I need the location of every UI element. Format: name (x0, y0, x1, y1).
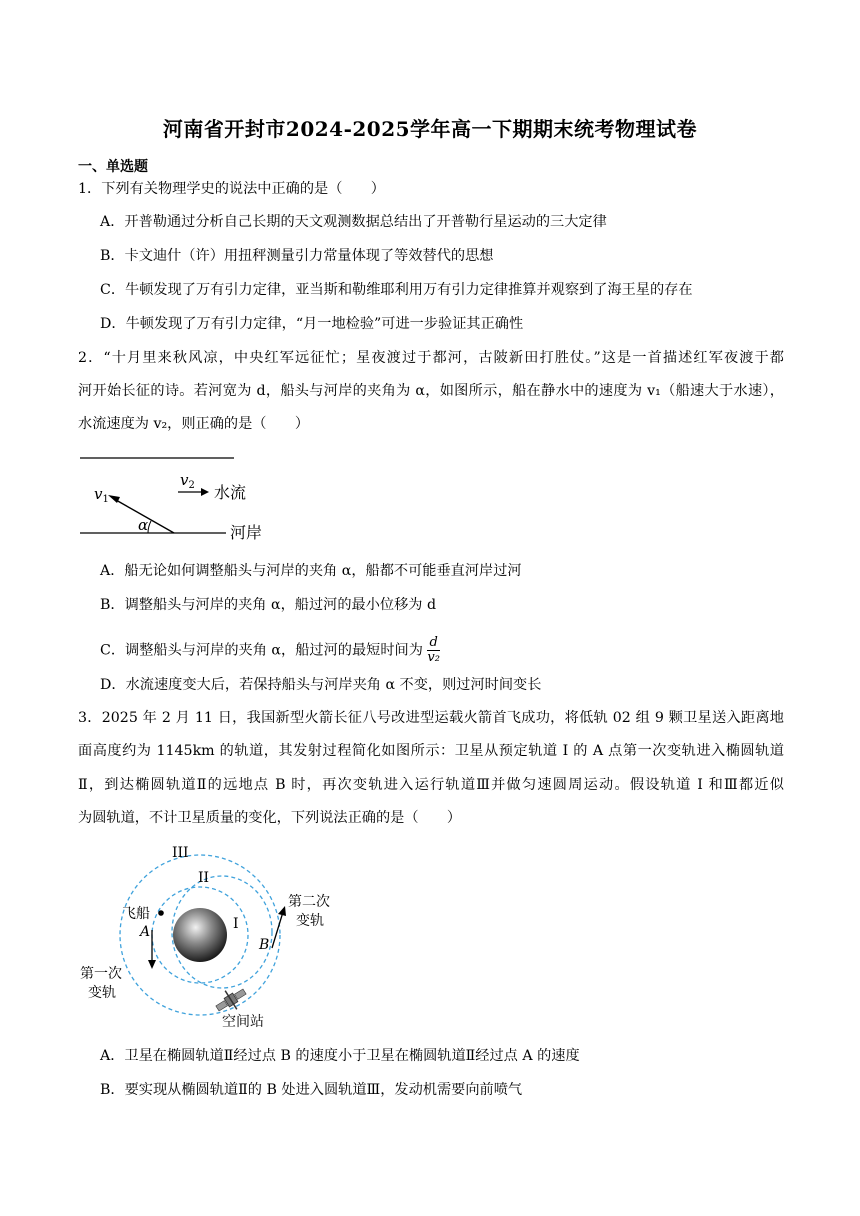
v2-label: $v_2$ (180, 471, 195, 491)
v2-arrowhead (201, 488, 209, 496)
q1-option-d: D．牛顿发现了万有引力定律，“月一地检验”可进一步验证其正确性 (100, 316, 524, 332)
q3-stem-line2: 面高度约为 1145km 的轨道，其发射过程简化如图所示：卫星从预定轨道 I 的 A 点第一次变轨进入椭圆轨道 (78, 743, 784, 759)
spacecraft-label: 飞船 (122, 906, 150, 922)
q2-option-b: B．调整船头与河岸的夹角 α，船过河的最小位移为 d (100, 597, 437, 613)
space-station-label: 空间站 (222, 1014, 264, 1030)
q1-option-b: B．卡文迪什（许）用扭秤测量引力常量体现了等效替代的思想 (100, 248, 494, 264)
earth (173, 908, 227, 962)
q2-stem-line2: 河开始长征的诗。若河宽为 d，船头与河岸的夹角为 α，如图所示，船在静水中的速度为 v₁（船速大于水速）， (78, 383, 784, 399)
q2-stem-line1: 2．“十月里来秋风凉，中央红军远征忙；星夜渡过于都河，古陂新田打胜仗。”这是一首描述红军夜渡于都 (78, 350, 784, 366)
orbit-II-label: II (198, 870, 210, 886)
first-transfer-arrowhead (148, 960, 156, 969)
point-b-label: B (259, 937, 270, 953)
river-bank-label: 河岸 (230, 523, 263, 542)
first-transfer-label-line1: 第一次 (80, 966, 122, 982)
q1-option-a: A．开普勒通过分析自己长期的天文观测数据总结出了开普勒行星运动的三大定律 (100, 214, 607, 230)
page-title: 河南省开封市2024-2025学年高一下期期末统考物理试卷 (162, 117, 698, 141)
q3-stem-line1: 3．2025 年 2 月 11 日，我国新型火箭长征八号改进型运载火箭首飞成功，将低轨 02 组 9 颗卫星送入距离地 (78, 710, 784, 726)
section-heading: 一、单选题 (78, 159, 148, 175)
second-transfer-label-line1: 第二次 (288, 894, 330, 910)
q2-option-c-text: C．调整船头与河岸的夹角 α，船过河的最短时间为 (100, 642, 423, 659)
orbit-transfer-figure (76, 840, 356, 1036)
q1-stem: 1．下列有关物理学史的说法中正确的是（ ） (78, 181, 385, 197)
second-transfer-label-line2: 变轨 (296, 913, 324, 929)
orbit-III-label: III (172, 845, 189, 861)
q1-option-c: C．牛顿发现了万有引力定律，亚当斯和勒维耶利用万有引力定律推算并观察到了海王星的存在 (100, 282, 693, 298)
orbit-I-label: I (233, 916, 239, 932)
q3-stem-line4: 为圆轨道，不计卫星质量的变化，下列说法正确的是（ ） (78, 810, 462, 826)
alpha-label: α (138, 516, 149, 534)
fraction-d-over-v2: $\frac{d}{\text{v₂}}$ (427, 635, 440, 665)
q3-option-b: B．要实现从椭圆轨道Ⅱ的 B 处进入圆轨道Ⅲ，发动机需要向前喷气 (100, 1082, 523, 1098)
q3-stem-line3: Ⅱ，到达椭圆轨道Ⅱ的远地点 B 时，再次变轨进入运行轨道Ⅲ并做匀速圆周运动。假设轨道 I 和Ⅲ都近似 (78, 777, 784, 793)
alpha-arc (148, 521, 151, 533)
first-transfer-label-line2: 变轨 (88, 985, 116, 1001)
water-flow-label: 水流 (214, 483, 247, 502)
river-crossing-figure (78, 448, 278, 546)
spacecraft-dot (158, 910, 164, 916)
q2-option-c (100, 636, 440, 665)
v1-label: $v_1$ (94, 485, 109, 505)
q3-option-a: A．卫星在椭圆轨道Ⅱ经过点 B 的速度小于卫星在椭圆轨道Ⅱ经过点 A 的速度 (100, 1048, 580, 1064)
q2-option-d: D．水流速度变大后，若保持船头与河岸夹角 α 不变，则过河时间变长 (100, 677, 542, 693)
q2-option-a: A．船无论如何调整船头与河岸的夹角 α，船都不可能垂直河岸过河 (100, 563, 522, 579)
q2-stem-line3: 水流速度为 v₂，则正确的是（ ） (78, 416, 310, 432)
second-transfer-arrowhead (278, 906, 286, 916)
point-a-label: A (140, 924, 151, 940)
